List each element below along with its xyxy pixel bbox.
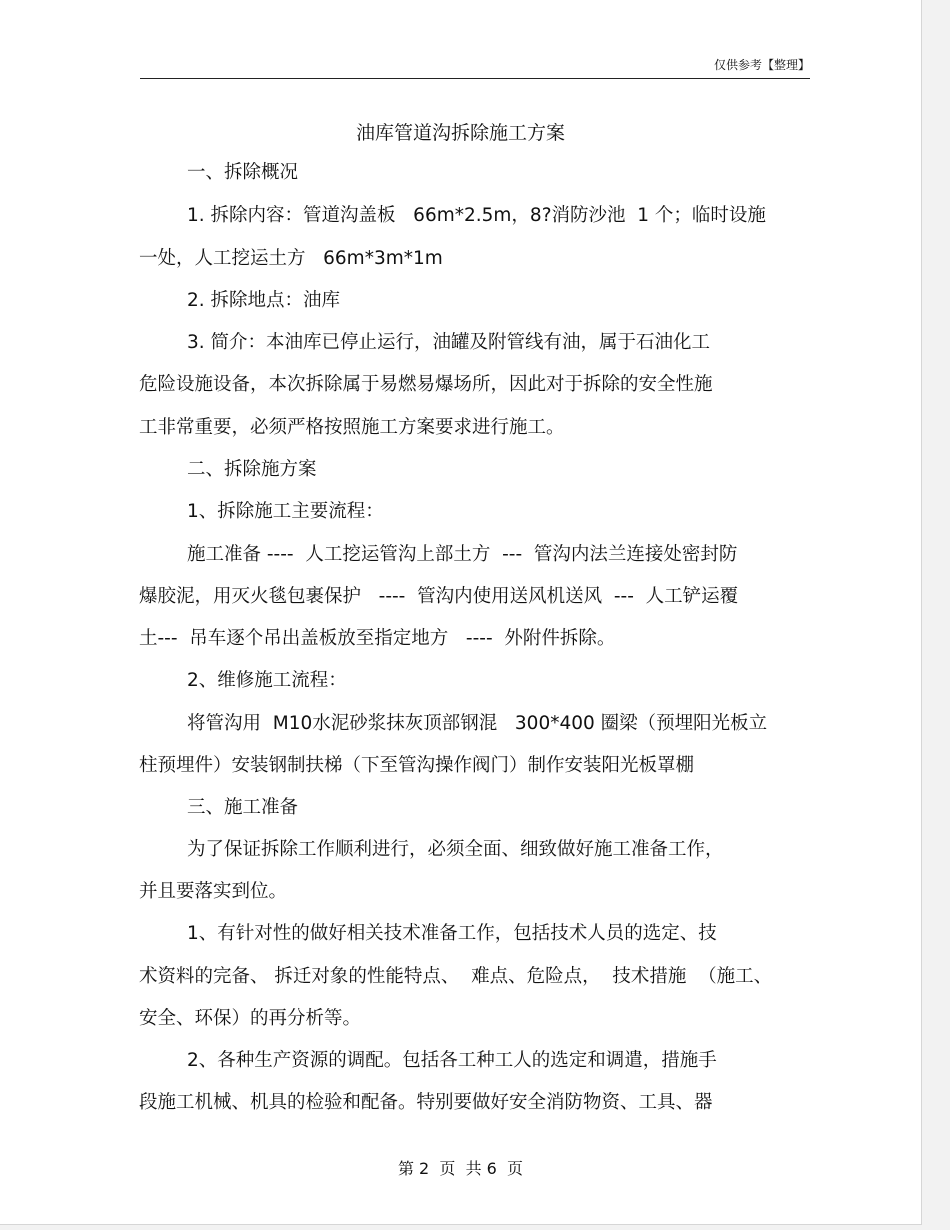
paragraph-line: 爆胶泥，用灭火毯包裹保护 ---- 管沟内使用送风机送风 --- 人工铲运覆: [139, 586, 739, 607]
paragraph-line: 1. 拆除内容：管道沟盖板 66m*2.5m，8?消防沙池 1 个；临时设施: [187, 205, 766, 226]
section-heading-3: 三、施工准备: [187, 797, 299, 818]
paragraph-line: 安全、环保）的再分析等。: [139, 1008, 362, 1029]
paragraph-line: 1、拆除施工主要流程：: [187, 501, 384, 522]
paragraph-line: 将管沟用 M10水泥砂浆抹灰顶部钢混 300*400 圈梁（预埋阳光板立: [187, 713, 768, 734]
paragraph-line: 并且要落实到位。: [139, 881, 288, 902]
paragraph-line: 为了保证拆除工作顺利进行，必须全面、细致做好施工准备工作，: [187, 839, 724, 860]
paragraph-line: 一处，人工挖运土方 66m*3m*1m: [139, 248, 443, 269]
paragraph-line: 危险设施设备，本次拆除属于易燃易爆场所，因此对于拆除的安全性施: [139, 374, 713, 395]
paragraph-line: 施工准备 ---- 人工挖运管沟上部土方 --- 管沟内法兰连接处密封防: [187, 544, 738, 565]
section-heading-2: 二、拆除施方案: [187, 459, 317, 480]
paragraph-line: 2、各种生产资源的调配。包括各工种工人的选定和调遣，措施手: [187, 1050, 717, 1071]
page-header: 仅供参考【整理】: [140, 58, 810, 79]
paragraph-line: 2、维修施工流程：: [187, 670, 347, 691]
paragraph-line: 3. 简介：本油库已停止运行，油罐及附管线有油，属于石油化工: [187, 332, 711, 353]
page-title: 油库管道沟拆除施工方案: [355, 122, 565, 144]
page-footer: 第 2 页 共 6 页: [397, 1159, 524, 1178]
paragraph-line: 段施工机械、机具的检验和配备。特别要做好安全消防物资、工具、器: [139, 1092, 713, 1113]
paragraph-line: 土--- 吊车逐个吊出盖板放至指定地方 ---- 外附件拆除。: [139, 628, 616, 649]
section-heading-1: 一、拆除概况: [187, 162, 299, 183]
paragraph-line: 1、有针对性的做好相关技术准备工作，包括技术人员的选定、技: [187, 923, 717, 944]
paragraph-line: 工非常重要，必须严格按照施工方案要求进行施工。: [139, 417, 565, 438]
paragraph-line: 柱预埋件）安装钢制扶梯（下至管沟操作阀门）制作安装阳光板罩棚: [139, 755, 695, 776]
paragraph-line: 术资料的完备、 拆迁对象的性能特点、 难点、危险点， 技术措施 （施工、: [139, 966, 773, 987]
paragraph-line: 2. 拆除地点：油库: [187, 290, 341, 311]
